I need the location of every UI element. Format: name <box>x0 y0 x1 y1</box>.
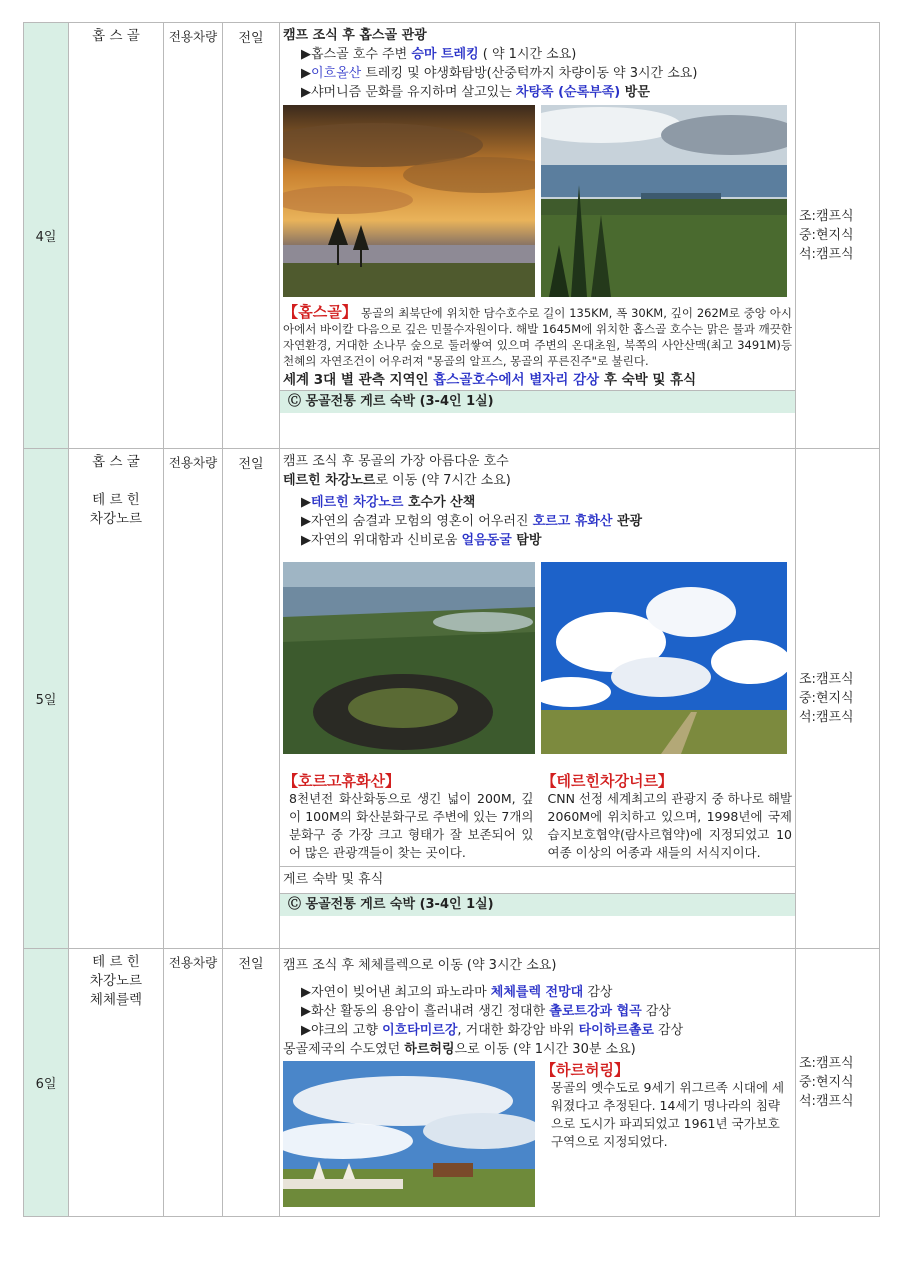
day5-row <box>24 449 880 949</box>
bullet-item: ▶홉스골 호수 주변 승마 트레킹 ( 약 1시간 소요) <box>301 47 577 62</box>
vehicle-cell: 전용차량 <box>164 23 223 449</box>
schedule-cell <box>280 449 796 949</box>
schedule-intro: 캠프 조식 후 몽골의 가장 아름다운 호수 <box>283 454 509 469</box>
khorgo-volcano-photo <box>283 562 535 754</box>
guide-cell: 전일 <box>223 949 280 1217</box>
bullet-item: ▶이흐올산 트레킹 및 야생화탐방(산중턱까지 차량이동 약 3시간 소요) <box>301 66 698 81</box>
guide-cell: 전일 <box>223 23 280 449</box>
bullet-item: ▶테르힌 차강노르 호수가 산책 <box>301 495 476 510</box>
schedule-intro: 캠프 조식 후 체체를렉으로 이동 (약 3시간 소요) <box>283 958 557 973</box>
schedule-intro: 테르힌 차강노르로 이동 (약 7시간 소요) <box>283 473 511 488</box>
khuvsgul-sunset-photo <box>283 105 535 297</box>
terkhiin-description: 【테르힌차강너르】 CNN 선정 세계최고의 관광지 중 하나로 해발 2060M에 위치하고 있으며, 1998년에 국제습지보호협약(람사르협약)에 지정되었고 10여종 이상의 어종과 새들의 서식지이다. <box>541 772 792 860</box>
meal-cell: 조:캠프식 중:현지식 석:캠프식 <box>796 949 880 1217</box>
schedule-cell <box>280 23 796 449</box>
bullet-item: ▶화산 활동의 용암이 흘러내려 생긴 정대한 촐로트강과 협곡 감상 <box>301 1004 671 1019</box>
day6-row <box>24 949 880 1217</box>
bullet-item: ▶자연의 숨결과 모험의 영혼이 어우러진 호르고 휴화산 관광 <box>301 514 643 529</box>
move-line: 몽골제국의 수도였던 하르허링으로 이동 (약 1시간 30분 소요) <box>283 1042 636 1057</box>
bullet-item: ▶샤머니즘 문화를 유지하며 살고있는 차탕족 (순록부족) 방문 <box>301 85 650 100</box>
meal-cell: 조:캠프식 중:현지식 석:캠프식 <box>796 449 880 949</box>
erdene-zuu-photo <box>283 1061 535 1207</box>
star-viewing-line: 세계 3대 별 관측 지역인 홉스골호수에서 별자리 감상 후 숙박 및 휴식 <box>283 372 697 388</box>
day-label: 4일 <box>24 23 69 449</box>
bullet-item: ▶야크의 고향 이흐타미르강, 거대한 화강암 바위 타이하르촐로 감상 <box>301 1023 684 1038</box>
lodging-info: Ⓒ 몽골전통 게르 숙박 (3-4인 1실) <box>280 390 795 413</box>
place-cell <box>69 23 164 449</box>
kharkhorin-description: 【하르허링】 몽골의 옛수도로 9세기 위그르족 시대에 세워졌다고 추정된다. 14세기 명나라의 침략으로 도시가 파괴되었고 1961년 국가보호구역으로 지정되었다. <box>541 1061 785 1149</box>
terkhiin-sky-photo <box>541 562 787 754</box>
khuvsgul-description: 【홉스골】 몽골의 최북단에 위치한 담수호수로 길이 135KM, 폭 30KM, 깊이 262M로 중앙 아시아에서 바이칼 다음으로 깊은 민물수자원이다. 해발 1645M에 위치한 홉스골 호수는 맑은 물과 깨끗한 자연환경, 거대한 소나무 숲으로 둘러쌓여 있으며 주변의 온대초원, 북쪽의 사안산맥(최고 3491M)등 천혜의 자연조건이 어우러져 "몽골의 알프스, 몽골의 푸른진주"로 불린다. <box>283 303 792 368</box>
vehicle-cell: 전용차량 <box>164 449 223 949</box>
khuvsgul-lake-forest-photo <box>541 105 787 297</box>
place-cell: 홉 스 굴 테 르 힌 차강노르 <box>69 449 164 949</box>
day-label: 6일 <box>24 949 69 1217</box>
day-label: 5일 <box>24 449 69 949</box>
meal-cell: 조:캠프식 중:현지식 석:캠프식 <box>796 23 880 449</box>
schedule-cell <box>280 949 796 1217</box>
schedule-intro: 캠프 조식 후 홉스골 관광 <box>283 28 427 43</box>
place-cell: 테 르 힌 차강노르 체체를렉 <box>69 949 164 1217</box>
guide-cell: 전일 <box>223 449 280 949</box>
place-name: 홉 스 골 <box>92 28 140 44</box>
bullet-item: ▶자연이 빚어낸 최고의 파노라마 체체를렉 전망대 감상 <box>301 985 613 1000</box>
khorgo-description: 【호르고휴화산】 8천년전 화산화동으로 생긴 넓이 200M, 깊이 100M의 화산분화구로 주변에 있는 7개의 분화구 중 가장 크고 형태가 잘 보존되어 있어 많은 관광객들이 찾는 곳이다. <box>283 772 534 860</box>
lodging-info: Ⓒ 몽골전통 게르 숙박 (3-4인 1실) <box>280 893 795 916</box>
rest-info: 게르 숙박 및 휴식 <box>280 866 795 893</box>
day4-row <box>24 23 880 449</box>
itinerary-table <box>23 22 880 1217</box>
bullet-item: ▶자연의 위대함과 신비로움 얼음동굴 탐방 <box>301 533 542 548</box>
vehicle-cell: 전용차량 <box>164 949 223 1217</box>
